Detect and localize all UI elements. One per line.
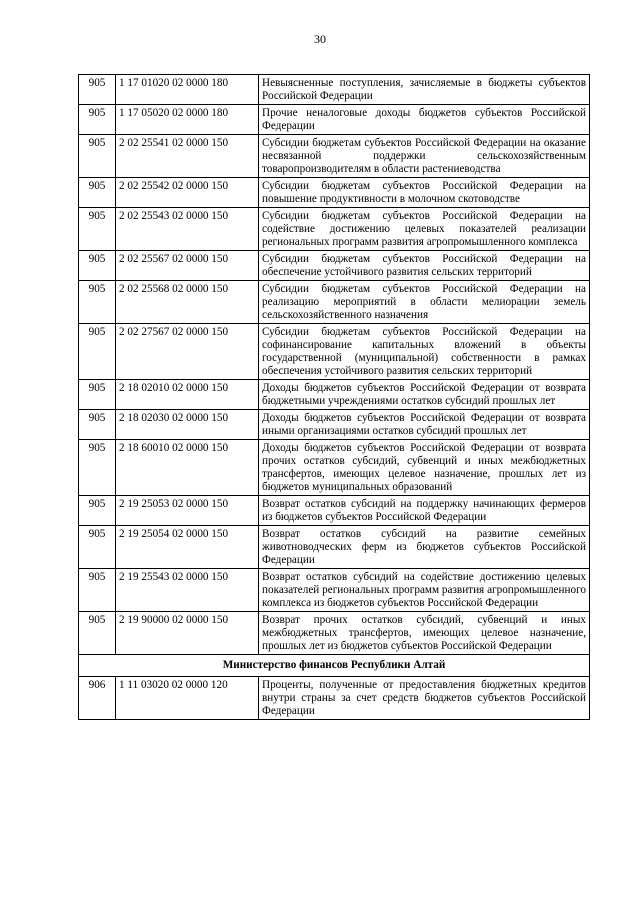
- admin-code-cell: 905: [79, 612, 116, 655]
- table-row: [79, 410, 590, 440]
- revenue-code-cell: 1 17 05020 02 0000 180: [116, 105, 259, 135]
- revenue-code-cell: 2 02 25543 02 0000 150: [116, 208, 259, 251]
- table-body: [79, 75, 590, 720]
- table-row: [79, 324, 590, 380]
- page-number: 30: [314, 32, 326, 46]
- admin-code-cell: 906: [79, 677, 116, 720]
- section-header: Министерство финансов Республики Алтай: [79, 655, 590, 677]
- description-cell: Возврат остатков субсидий на содействие достижению целевых показателей региональных программ развития агропромышленного комплекса из бюджетов субъектов Российской Федерации: [259, 569, 590, 612]
- revenue-code-cell: 2 02 25542 02 0000 150: [116, 178, 259, 208]
- table-row: [79, 75, 590, 105]
- revenue-code-cell: 2 19 25543 02 0000 150: [116, 569, 259, 612]
- admin-code-cell: 905: [79, 380, 116, 410]
- admin-code-cell: 905: [79, 526, 116, 569]
- description-cell: Возврат прочих остатков субсидий, субвенций и иных межбюджетных трансфертов, имеющих целевое назначение, прошлых лет из бюджетов субъектов Российской Федерации: [259, 612, 590, 655]
- revenue-code-cell: 1 17 01020 02 0000 180: [116, 75, 259, 105]
- description-cell: Проценты, полученные от предоставления бюджетных кредитов внутри страны за счет средств бюджетов субъектов Российской Федерации: [259, 677, 590, 720]
- table-row: [79, 105, 590, 135]
- description-cell: Прочие неналоговые доходы бюджетов субъектов Российской Федерации: [259, 105, 590, 135]
- table-row: [79, 281, 590, 324]
- admin-code-cell: 905: [79, 324, 116, 380]
- table-row: [79, 612, 590, 655]
- table-row: [79, 526, 590, 569]
- revenue-code-cell: 2 19 25053 02 0000 150: [116, 496, 259, 526]
- revenue-code-cell: 2 02 27567 02 0000 150: [116, 324, 259, 380]
- revenue-codes-table: [78, 74, 590, 720]
- admin-code-cell: 905: [79, 208, 116, 251]
- revenue-code-cell: 2 19 25054 02 0000 150: [116, 526, 259, 569]
- admin-code-cell: 905: [79, 440, 116, 496]
- description-cell: Возврат остатков субсидий на поддержку начинающих фермеров из бюджетов субъектов Российской Федерации: [259, 496, 590, 526]
- admin-code-cell: 905: [79, 251, 116, 281]
- description-cell: Субсидии бюджетам субъектов Российской Федерации на оказание несвязанной поддержки сельскохозяйственным товаропроизводителям в области растениеводства: [259, 135, 590, 178]
- table-row: [79, 569, 590, 612]
- table-row: [79, 135, 590, 178]
- table-row: [79, 380, 590, 410]
- table-row: [79, 677, 590, 720]
- admin-code-cell: 905: [79, 410, 116, 440]
- admin-code-cell: 905: [79, 105, 116, 135]
- table-row: [79, 251, 590, 281]
- description-cell: Субсидии бюджетам субъектов Российской Федерации на повышение продуктивности в молочном скотоводстве: [259, 178, 590, 208]
- description-cell: Субсидии бюджетам субъектов Российской Федерации на содействие достижению целевых показателей реализации региональных программ развития агропромышленного комплекса: [259, 208, 590, 251]
- revenue-code-cell: 2 02 25567 02 0000 150: [116, 251, 259, 281]
- revenue-code-cell: 2 02 25568 02 0000 150: [116, 281, 259, 324]
- description-cell: Возврат остатков субсидий на развитие семейных животноводческих ферм из бюджетов субъектов Российской Федерации: [259, 526, 590, 569]
- admin-code-cell: 905: [79, 569, 116, 612]
- table-row: [79, 208, 590, 251]
- revenue-code-cell: 2 18 02030 02 0000 150: [116, 410, 259, 440]
- revenue-code-cell: 2 18 02010 02 0000 150: [116, 380, 259, 410]
- table-row: [79, 496, 590, 526]
- table-row: [79, 178, 590, 208]
- revenue-code-cell: 1 11 03020 02 0000 120: [116, 677, 259, 720]
- admin-code-cell: 905: [79, 496, 116, 526]
- table-row: [79, 440, 590, 496]
- section-header-row: [79, 655, 590, 677]
- description-cell: Доходы бюджетов субъектов Российской Федерации от возврата иными организациями остатков субсидий прошлых лет: [259, 410, 590, 440]
- description-cell: Доходы бюджетов субъектов Российской Федерации от возврата бюджетными учреждениями остатков субсидий прошлых лет: [259, 380, 590, 410]
- revenue-code-cell: 2 18 60010 02 0000 150: [116, 440, 259, 496]
- admin-code-cell: 905: [79, 75, 116, 105]
- revenue-code-cell: 2 19 90000 02 0000 150: [116, 612, 259, 655]
- description-cell: Субсидии бюджетам субъектов Российской Федерации на реализацию мероприятий в области мелиорации земель сельскохозяйственного назначения: [259, 281, 590, 324]
- description-cell: Доходы бюджетов субъектов Российской Федерации от возврата прочих остатков субсидий, субвенций и иных межбюджетных трансфертов, имеющих целевое назначение, прошлых лет из бюджетов муниципальных образований: [259, 440, 590, 496]
- admin-code-cell: 905: [79, 178, 116, 208]
- revenue-code-cell: 2 02 25541 02 0000 150: [116, 135, 259, 178]
- description-cell: Субсидии бюджетам субъектов Российской Федерации на софинансирование капитальных вложений в объекты государственной (муниципальной) собственности в рамках обеспечения устойчивого развития сельских территорий: [259, 324, 590, 380]
- description-cell: Субсидии бюджетам субъектов Российской Федерации на обеспечение устойчивого развития сельских территорий: [259, 251, 590, 281]
- admin-code-cell: 905: [79, 135, 116, 178]
- admin-code-cell: 905: [79, 281, 116, 324]
- description-cell: Невыясненные поступления, зачисляемые в бюджеты субъектов Российской Федерации: [259, 75, 590, 105]
